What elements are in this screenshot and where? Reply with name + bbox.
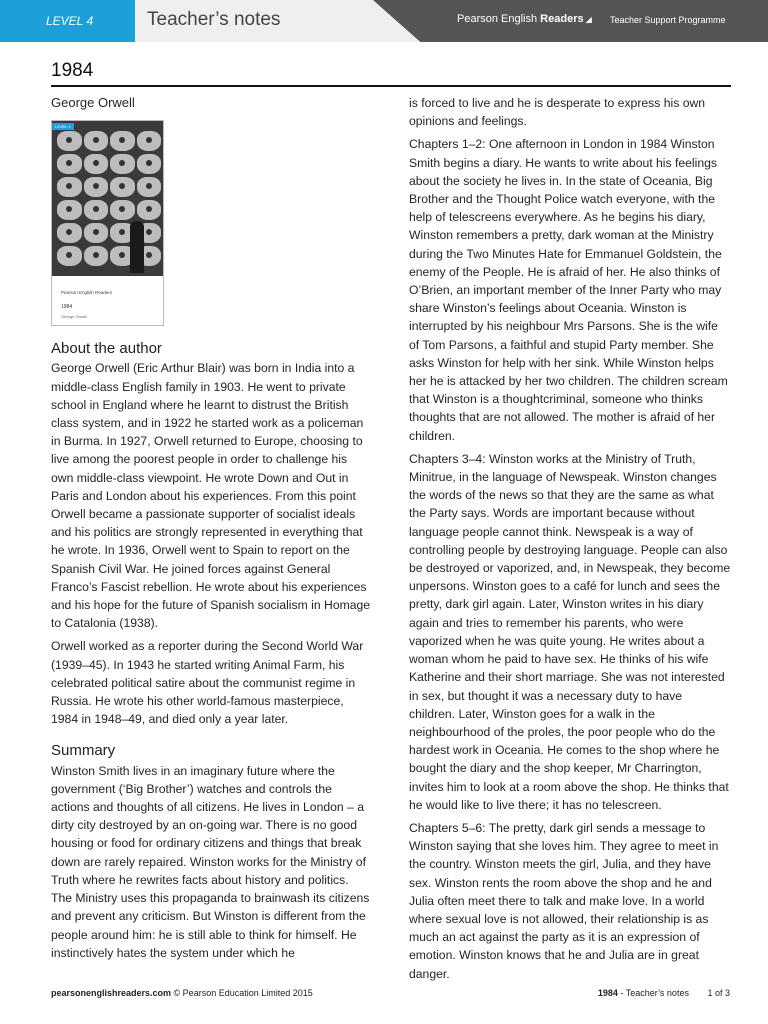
- eyes-grid: [57, 131, 161, 271]
- eye-icon: [110, 131, 135, 151]
- footer-left: [51, 988, 313, 998]
- programme-label: Teacher Support Programme: [610, 15, 726, 25]
- footer-doc: - Teacher’s notes: [617, 988, 689, 998]
- chapter-text: Winston works at the Ministry of Truth, Minitrue, in the language of Newspeak. Winston changes the words of the news so that they are the same as what the Party says. Words are important because without language people cannot think. Newspeak is a way of controlling people by destroying language. People can also be destroyed or vaporized, and, in Newspeak, they become unpersons. Winston goes to a café for lunch and sees the pretty, dark girl again. Later, Winston writes in his diary again and tries to remember his parents, who were vaporized when he was quite young. He writes about a woman whom he paid to have sex. He thinks of his wife Katherine and their short marriage. She was not interested in sex, but thought it was a necessary duty to have children. Later, Winston goes for a walk in the neighbourhood of the proles, the poor people who do the hardest work in Oceania. He comes to the shop where he bought the diary and the shop keeper, Mr Charrington, invites him to look at a room above the shop. He thinks that he would like to live there; it has no telescreen.: [409, 451, 731, 812]
- footer-site-link[interactable]: pearsonenglishreaders.com: [51, 988, 172, 998]
- eye-icon: [110, 177, 135, 197]
- pen-nib-icon: ◢: [585, 15, 592, 24]
- cover-brand: Pearson English Readers: [61, 290, 113, 296]
- summary-continued: is forced to live and he is desperate to express his own opinions and feelings.: [409, 96, 706, 129]
- brand-bold: Readers: [540, 13, 584, 25]
- eye-icon: [84, 154, 109, 174]
- eye-icon: [84, 200, 109, 220]
- chapter-text: The pretty, dark girl sends a message to Winston saying that she loves him. They agree to meet in the country. Winston meets the girl, Julia, and they have sex. Winston rents the room above the shop and he and Julia often meet there to talk and make love. In a world where sexual love is not allowed, their relationship is as much an act against the party as it is an expression of emotion. Winston knows that he and Julia are in great danger.: [409, 820, 719, 981]
- section-title: Teacher’s notes: [147, 9, 281, 30]
- eye-icon: [57, 246, 82, 266]
- left-column: [51, 94, 372, 967]
- eye-icon: [137, 131, 162, 151]
- footer-book: 1984: [597, 988, 618, 998]
- eye-icon: [110, 154, 135, 174]
- header-bar: [0, 0, 768, 42]
- eye-icon: [84, 223, 109, 243]
- eye-icon: [137, 177, 162, 197]
- brand-prefix: Pearson English: [457, 13, 538, 25]
- chapter-label: Chapters 5–6:: [409, 820, 486, 835]
- page-number: 1 of 3: [707, 988, 730, 998]
- eye-icon: [84, 177, 109, 197]
- title-rule: [51, 85, 731, 87]
- about-paragraph-2: Orwell worked as a reporter during the Second World War (1939–45). In 1943 he started writing Animal Farm, his celebrated political satire about the communist regime in Russia. He wrote his other world-famous masterpiece, 1984 in 1948–49, and died only a year later.: [51, 639, 364, 727]
- eye-icon: [84, 246, 109, 266]
- summary-heading: Summary: [51, 742, 116, 760]
- about-heading: About the author: [51, 340, 162, 358]
- chapter-label: Chapters 1–2:: [409, 137, 486, 152]
- figure-silhouette: [130, 221, 144, 273]
- cover-artwork: [52, 121, 163, 276]
- eye-icon: [84, 131, 109, 151]
- eye-icon: [57, 223, 82, 243]
- about-paragraph-1: George Orwell (Eric Arthur Blair) was born in India into a middle-class English family in 1903. He went to private school in England where he learnt to distrust the British class system, and in 1922 he started work as a policeman in Burma. In 1927, Orwell returned to Europe, choosing to live among the poorest people in order to challenge his own middle-class viewpoint. He wrote Down and Out in Paris and London about his experiences. From this point Orwell became a passionate supporter of socialist ideals and his politics are strongly represented in everything that he wrote. In 1936, Orwell went to Spain to report on the Spanish Civil War. He joined forces against General Franco’s Fascist rebellion. He wrote about his experiences and his hope for the future of Spanish socialism in Homage to Catalonia (1938).: [51, 361, 371, 631]
- eye-icon: [57, 200, 82, 220]
- brand-logo: [457, 13, 592, 25]
- chapter-label: Chapters 3–4:: [409, 451, 486, 466]
- chapters-1-2: [409, 135, 731, 444]
- cover-level: LEVEL 4: [52, 123, 74, 130]
- summary-paragraph: Winston Smith lives in an imaginary future where the government (‘Big Brother’) watches and controls the actions and thoughts of all citizens. He lives in London – a dirty city destroyed by an on-going war. There is no good housing or food for ordinary citizens and things that break down are rarely repaired. Winston works for the Ministry of Truth where he rewrites facts about history and politics. The Ministry uses this propaganda to brainwash its citizens and prevent any criticism. But Winston is different from the people around him: he is still able to think for himself. He instinctively hates the system under which he: [51, 763, 370, 960]
- eye-icon: [137, 200, 162, 220]
- eye-icon: [137, 154, 162, 174]
- level-badge: LEVEL 4: [0, 0, 135, 42]
- eye-icon: [57, 154, 82, 174]
- chapters-5-6: [409, 819, 731, 983]
- right-column: [409, 94, 731, 988]
- footer-copyright: © Pearson Education Limited 2015: [171, 988, 313, 998]
- eye-icon: [57, 177, 82, 197]
- footer-right: [598, 988, 730, 998]
- eye-icon: [57, 131, 82, 151]
- chapters-3-4: [409, 450, 731, 814]
- cover-title: 1984: [61, 304, 73, 311]
- eye-icon: [110, 200, 135, 220]
- author-name: George Orwell: [51, 95, 135, 110]
- page-title: 1984: [51, 60, 94, 81]
- chapter-text: One afternoon in London in 1984 Winston Smith begins a diary. He wants to write about his feelings about the society he lives in. In the state of Oceania, Big Brother and the Thought Police watch everyone, with the help of telescreens everywhere. As he begins his diary, Winston remembers a pretty, dark woman at the Ministry during the Two Minutes Hate for Emmanuel Goldstein, the enemy of the People. He is afraid of her. He also thinks of O’Brien, an important member of the Inner Party who may share Winston’s feelings about Oceania. Winston is interrupted by his neighbour Mrs Parsons. She is the wife of Tom Parsons, a faithful and stupid Party member. She asks Winston for help with her sink. While Winston helps her he is attacked by her two children. The children scream that Winston is a thoughtcriminal, someone who thinks thoughts that are not allowed. The mother is afraid of her children.: [409, 137, 728, 443]
- cover-author: George Orwell: [61, 314, 87, 320]
- book-cover-image: [51, 120, 164, 326]
